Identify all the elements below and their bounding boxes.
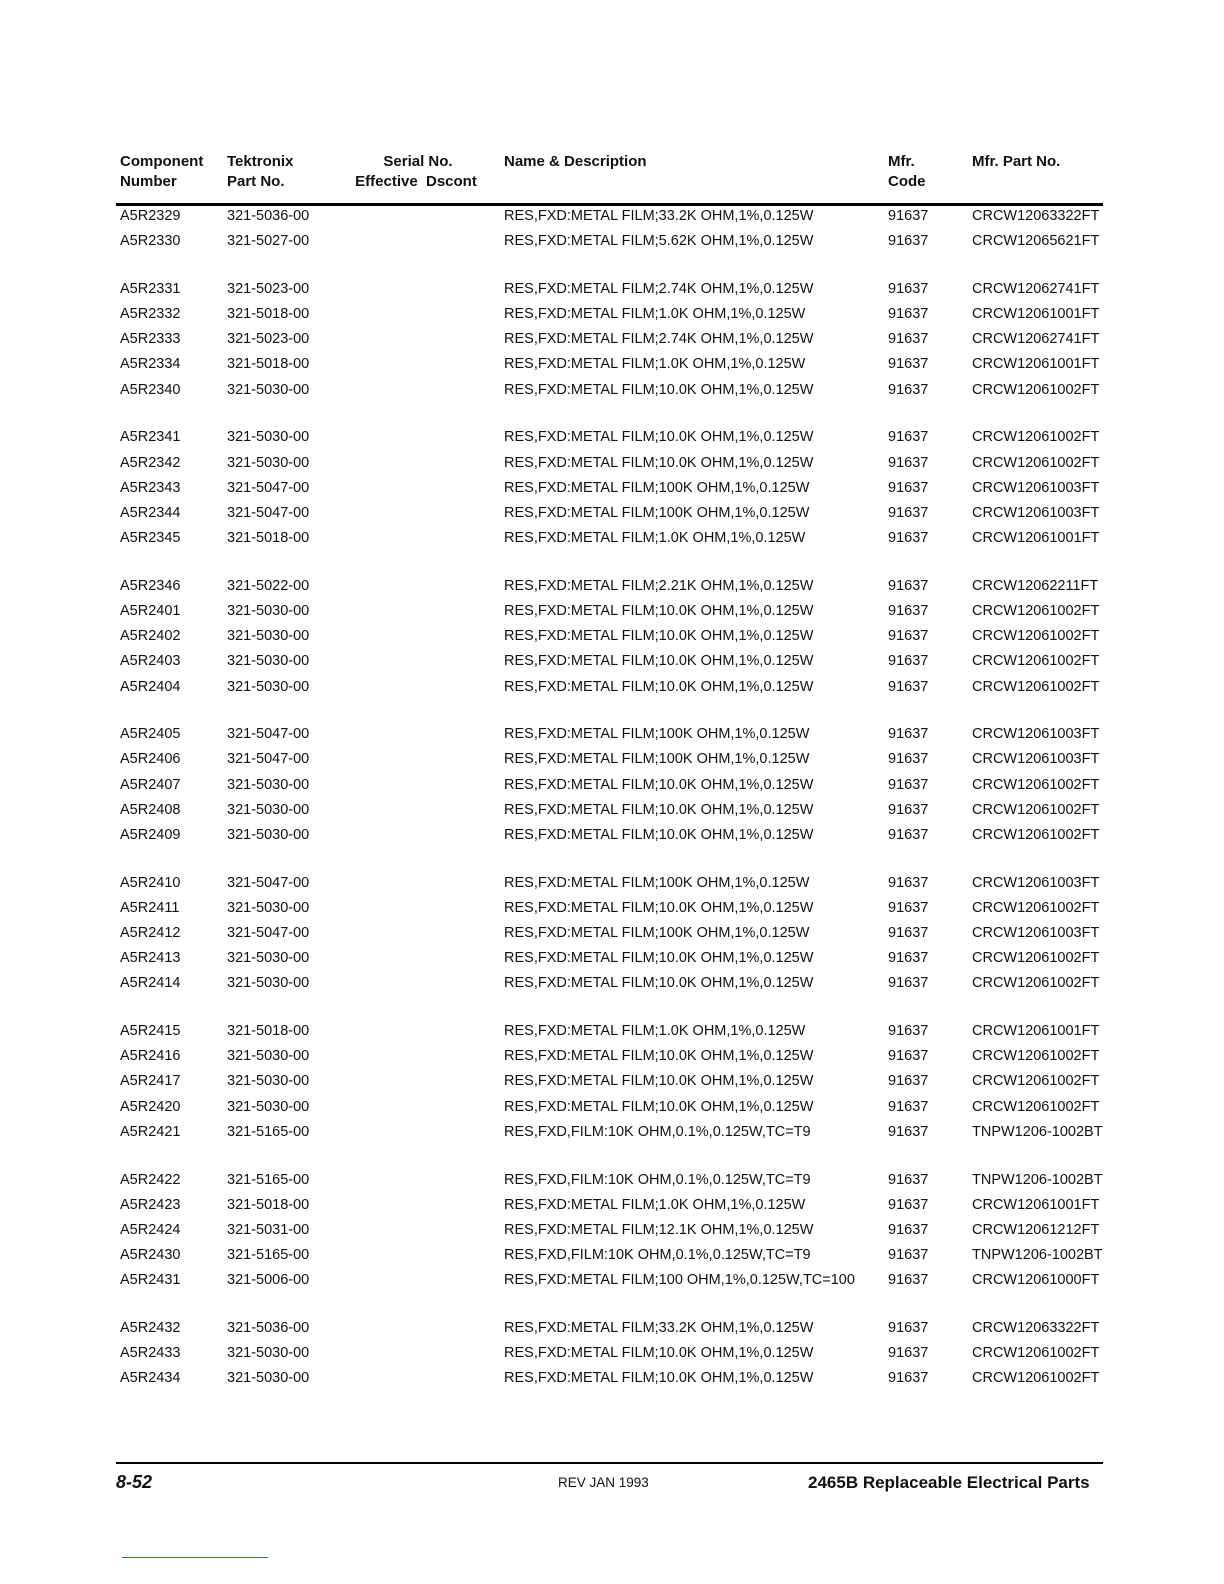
cell-component-number: A5R2330 — [120, 233, 181, 250]
table-row — [0, 204, 1224, 229]
cell-component-number: A5R2431 — [120, 1272, 181, 1289]
table-row — [0, 501, 1224, 526]
cell-component-number: A5R2408 — [120, 801, 181, 818]
cell-mfr-code: 91637 — [888, 1272, 929, 1289]
cell-component-number: A5R2410 — [120, 874, 181, 891]
cell-tektronix-part-no: 321-5030-00 — [227, 1073, 310, 1090]
cell-mfr-code: 91637 — [888, 356, 929, 373]
table-row — [0, 1168, 1224, 1193]
cell-name-description: RES,FXD:METAL FILM;10.0K OHM,1%,0.125W — [504, 950, 814, 967]
table-row — [0, 1316, 1224, 1341]
cell-tektronix-part-no: 321-5030-00 — [227, 653, 310, 670]
cell-tektronix-part-no: 321-5030-00 — [227, 776, 310, 793]
cell-mfr-code: 91637 — [888, 678, 929, 695]
cell-mfr-code: 91637 — [888, 1247, 929, 1264]
cell-mfr-code: 91637 — [888, 726, 929, 743]
header-serial-no — [350, 152, 482, 192]
header-name-line1: Name & Description — [504, 153, 647, 170]
cell-mfr-part-no: CRCW12061000FT — [972, 1272, 1100, 1289]
cell-tektronix-part-no: 321-5030-00 — [227, 826, 310, 843]
cell-component-number: A5R2401 — [120, 602, 181, 619]
row-group — [0, 1316, 1224, 1392]
cell-name-description: RES,FXD:METAL FILM;10.0K OHM,1%,0.125W — [504, 429, 814, 446]
cell-name-description: RES,FXD:METAL FILM;10.0K OHM,1%,0.125W — [504, 1048, 814, 1065]
header-tektronix-line2: Part No. — [227, 173, 285, 190]
cell-tektronix-part-no: 321-5030-00 — [227, 950, 310, 967]
table-row — [0, 823, 1224, 848]
cell-component-number: A5R2422 — [120, 1171, 181, 1188]
table-row — [0, 1218, 1224, 1243]
cell-mfr-code: 91637 — [888, 776, 929, 793]
cell-mfr-code: 91637 — [888, 1023, 929, 1040]
cell-tektronix-part-no: 321-5018-00 — [227, 306, 310, 323]
cell-tektronix-part-no: 321-5030-00 — [227, 1048, 310, 1065]
header-mfr-code — [888, 152, 926, 192]
cell-mfr-part-no: CRCW12061002FT — [972, 602, 1100, 619]
cell-tektronix-part-no: 321-5022-00 — [227, 577, 310, 594]
cell-mfr-part-no: CRCW12061002FT — [972, 801, 1100, 818]
cell-component-number: A5R2341 — [120, 429, 181, 446]
cell-mfr-code: 91637 — [888, 454, 929, 471]
cell-tektronix-part-no: 321-5165-00 — [227, 1247, 310, 1264]
row-group — [0, 1019, 1224, 1145]
header-serial-line2: Effective Dscont — [355, 173, 477, 190]
cell-component-number: A5R2405 — [120, 726, 181, 743]
cell-name-description: RES,FXD:METAL FILM;100K OHM,1%,0.125W — [504, 925, 810, 941]
row-group — [0, 1168, 1224, 1294]
parts-table-body — [0, 204, 1224, 1414]
header-name-description — [504, 152, 647, 172]
cell-tektronix-part-no: 321-5036-00 — [227, 1319, 310, 1336]
cell-name-description: RES,FXD:METAL FILM;5.62K OHM,1%,0.125W — [504, 233, 814, 250]
cell-mfr-part-no: CRCW12061002FT — [972, 1345, 1100, 1362]
row-group — [0, 574, 1224, 700]
cell-component-number: A5R2417 — [120, 1073, 181, 1090]
cell-tektronix-part-no: 321-5031-00 — [227, 1221, 310, 1238]
cell-name-description: RES,FXD:METAL FILM;1.0K OHM,1%,0.125W — [504, 1023, 806, 1040]
cell-name-description: RES,FXD:METAL FILM;10.0K OHM,1%,0.125W — [504, 801, 814, 818]
footer-page-number: 8-52 — [116, 1472, 153, 1492]
header-mfr-code-line2: Code — [888, 173, 926, 190]
table-row — [0, 1268, 1224, 1293]
cell-name-description: RES,FXD,FILM:10K OHM,0.1%,0.125W,TC=T9 — [504, 1123, 811, 1140]
cell-component-number: A5R2432 — [120, 1319, 181, 1336]
cell-tektronix-part-no: 321-5018-00 — [227, 530, 310, 547]
cell-component-number: A5R2344 — [120, 504, 181, 521]
cell-mfr-code: 91637 — [888, 1345, 929, 1362]
cell-mfr-code: 91637 — [888, 530, 929, 547]
table-row — [0, 1243, 1224, 1268]
cell-name-description: RES,FXD:METAL FILM;10.0K OHM,1%,0.125W — [504, 381, 814, 398]
table-row — [0, 649, 1224, 674]
cell-component-number: A5R2416 — [120, 1048, 181, 1065]
cell-mfr-part-no: CRCW12061002FT — [972, 899, 1100, 916]
cell-component-number: A5R2406 — [120, 751, 181, 768]
cell-mfr-code: 91637 — [888, 1370, 929, 1387]
table-row — [0, 722, 1224, 747]
cell-mfr-part-no: CRCW12061212FT — [972, 1221, 1100, 1238]
table-row — [0, 1341, 1224, 1366]
table-row — [0, 1069, 1224, 1094]
cell-mfr-part-no: TNPW1206-1002BT — [972, 1171, 1103, 1188]
cell-component-number: A5R2413 — [120, 950, 181, 967]
cell-name-description: RES,FXD:METAL FILM;100K OHM,1%,0.125W — [504, 479, 810, 496]
cell-name-description: RES,FXD:METAL FILM;2.21K OHM,1%,0.125W — [504, 577, 814, 594]
cell-component-number: A5R2423 — [120, 1196, 181, 1213]
cell-component-number: A5R2420 — [120, 1098, 181, 1115]
cell-component-number: A5R2329 — [120, 208, 181, 224]
cell-component-number: A5R2334 — [120, 356, 181, 373]
table-row — [0, 451, 1224, 476]
cell-component-number: A5R2403 — [120, 653, 181, 670]
table-row — [0, 773, 1224, 798]
cell-tektronix-part-no: 321-5047-00 — [227, 751, 310, 768]
cell-tektronix-part-no: 321-5030-00 — [227, 381, 310, 398]
row-group — [0, 204, 1224, 254]
cell-mfr-part-no: CRCW12065621FT — [972, 233, 1100, 250]
cell-tektronix-part-no: 321-5023-00 — [227, 280, 310, 297]
table-row — [0, 277, 1224, 302]
table-row — [0, 352, 1224, 377]
cell-name-description: RES,FXD:METAL FILM;10.0K OHM,1%,0.125W — [504, 975, 814, 992]
cell-component-number: A5R2345 — [120, 530, 181, 547]
cell-mfr-part-no: CRCW12063322FT — [972, 208, 1100, 224]
cell-mfr-code: 91637 — [888, 233, 929, 250]
cell-mfr-code: 91637 — [888, 306, 929, 323]
row-group — [0, 425, 1224, 551]
table-row — [0, 302, 1224, 327]
header-component-number — [120, 152, 203, 192]
cell-name-description: RES,FXD:METAL FILM;2.74K OHM,1%,0.125W — [504, 331, 814, 348]
cell-mfr-part-no: CRCW12062211FT — [972, 577, 1099, 594]
cell-component-number: A5R2433 — [120, 1345, 181, 1362]
cell-tektronix-part-no: 321-5006-00 — [227, 1272, 310, 1289]
table-row — [0, 599, 1224, 624]
cell-mfr-part-no: CRCW12061002FT — [972, 678, 1100, 695]
cell-mfr-code: 91637 — [888, 801, 929, 818]
cell-component-number: A5R2333 — [120, 331, 181, 348]
cell-component-number: A5R2407 — [120, 776, 181, 793]
cell-mfr-part-no: CRCW12061001FT — [972, 1023, 1100, 1040]
cell-mfr-part-no: CRCW12061002FT — [972, 628, 1100, 645]
cell-name-description: RES,FXD:METAL FILM;10.0K OHM,1%,0.125W — [504, 454, 814, 471]
table-row — [0, 1193, 1224, 1218]
cell-mfr-code: 91637 — [888, 975, 929, 992]
cell-mfr-code: 91637 — [888, 628, 929, 645]
cell-mfr-code: 91637 — [888, 1319, 929, 1336]
table-row — [0, 1019, 1224, 1044]
cell-tektronix-part-no: 321-5030-00 — [227, 1370, 310, 1387]
cell-component-number: A5R2346 — [120, 577, 181, 594]
cell-mfr-part-no: CRCW12061003FT — [972, 874, 1100, 891]
cell-name-description: RES,FXD:METAL FILM;1.0K OHM,1%,0.125W — [504, 1196, 806, 1213]
cell-component-number: A5R2424 — [120, 1221, 181, 1238]
table-row — [0, 624, 1224, 649]
cell-mfr-part-no: CRCW12061002FT — [972, 381, 1100, 398]
header-component-line1: Component — [120, 153, 204, 170]
cell-name-description: RES,FXD:METAL FILM;33.2K OHM,1%,0.125W — [504, 208, 814, 224]
header-tektronix-part-no — [227, 152, 293, 192]
header-component-line2: Number — [120, 173, 177, 190]
cell-name-description: RES,FXD:METAL FILM;10.0K OHM,1%,0.125W — [504, 826, 814, 843]
header-mfr-part-no — [972, 152, 1060, 172]
cell-name-description: RES,FXD:METAL FILM;100K OHM,1%,0.125W — [504, 751, 810, 768]
cell-name-description: RES,FXD:METAL FILM;12.1K OHM,1%,0.125W — [504, 1221, 814, 1238]
cell-component-number: A5R2421 — [120, 1123, 181, 1140]
cell-name-description: RES,FXD:METAL FILM;100 OHM,1%,0.125W,TC=100 — [504, 1272, 855, 1289]
footer-revision: REV JAN 1993 — [558, 1475, 649, 1490]
cell-mfr-part-no: CRCW12061003FT — [972, 751, 1100, 768]
cell-name-description: RES,FXD:METAL FILM;10.0K OHM,1%,0.125W — [504, 776, 814, 793]
cell-tektronix-part-no: 321-5030-00 — [227, 1345, 310, 1362]
table-row — [0, 229, 1224, 254]
header-mfr-code-line1: Mfr. — [888, 153, 915, 170]
cell-mfr-code: 91637 — [888, 653, 929, 670]
cell-mfr-part-no: CRCW12062741FT — [972, 280, 1100, 297]
table-row — [0, 327, 1224, 352]
cell-name-description: RES,FXD:METAL FILM;10.0K OHM,1%,0.125W — [504, 1073, 814, 1090]
cell-mfr-part-no: CRCW12061002FT — [972, 429, 1100, 446]
row-group — [0, 722, 1224, 848]
table-row — [0, 425, 1224, 450]
footer-title: 2465B Replaceable Electrical Parts — [808, 1473, 1090, 1492]
cell-component-number: A5R2331 — [120, 280, 181, 297]
cell-mfr-part-no: TNPW1206-1002BT — [972, 1247, 1103, 1264]
table-row — [0, 476, 1224, 501]
cell-component-number: A5R2411 — [120, 899, 180, 916]
cell-name-description: RES,FXD:METAL FILM;10.0K OHM,1%,0.125W — [504, 1098, 814, 1115]
cell-tektronix-part-no: 321-5030-00 — [227, 454, 310, 471]
cell-mfr-part-no: CRCW12061002FT — [972, 454, 1100, 471]
cell-mfr-code: 91637 — [888, 874, 929, 891]
cell-mfr-part-no: CRCW12061002FT — [972, 653, 1100, 670]
cell-mfr-part-no: CRCW12061003FT — [972, 925, 1100, 941]
table-row — [0, 574, 1224, 599]
cell-tektronix-part-no: 321-5027-00 — [227, 233, 310, 250]
table-row — [0, 921, 1224, 946]
row-group — [0, 871, 1224, 997]
cell-mfr-code: 91637 — [888, 208, 929, 224]
cell-component-number: A5R2409 — [120, 826, 181, 843]
cell-tektronix-part-no: 321-5047-00 — [227, 874, 310, 891]
cell-mfr-code: 91637 — [888, 1098, 929, 1115]
cell-mfr-code: 91637 — [888, 1123, 929, 1140]
cell-component-number: A5R2343 — [120, 479, 181, 496]
cell-tektronix-part-no: 321-5047-00 — [227, 504, 310, 521]
cell-mfr-part-no: CRCW12061001FT — [972, 530, 1100, 547]
cell-mfr-code: 91637 — [888, 381, 929, 398]
cell-mfr-code: 91637 — [888, 1171, 929, 1188]
footer-link-underline — [122, 1557, 268, 1558]
cell-tektronix-part-no: 321-5030-00 — [227, 429, 310, 446]
cell-mfr-code: 91637 — [888, 479, 929, 496]
cell-mfr-code: 91637 — [888, 577, 929, 594]
table-row — [0, 871, 1224, 896]
cell-name-description: RES,FXD,FILM:10K OHM,0.1%,0.125W,TC=T9 — [504, 1171, 811, 1188]
cell-mfr-code: 91637 — [888, 1048, 929, 1065]
cell-mfr-code: 91637 — [888, 1221, 929, 1238]
cell-name-description: RES,FXD:METAL FILM;100K OHM,1%,0.125W — [504, 726, 810, 743]
cell-mfr-part-no: TNPW1206-1002BT — [972, 1123, 1103, 1140]
cell-mfr-part-no: CRCW12061003FT — [972, 504, 1100, 521]
cell-mfr-part-no: CRCW12063322FT — [972, 1319, 1100, 1336]
cell-name-description: RES,FXD:METAL FILM;1.0K OHM,1%,0.125W — [504, 306, 806, 323]
table-row — [0, 971, 1224, 996]
cell-name-description: RES,FXD,FILM:10K OHM,0.1%,0.125W,TC=T9 — [504, 1247, 811, 1264]
cell-mfr-code: 91637 — [888, 1073, 929, 1090]
cell-component-number: A5R2332 — [120, 306, 181, 323]
cell-name-description: RES,FXD:METAL FILM;2.74K OHM,1%,0.125W — [504, 280, 814, 297]
cell-tektronix-part-no: 321-5018-00 — [227, 1196, 310, 1213]
cell-mfr-code: 91637 — [888, 429, 929, 446]
table-row — [0, 1120, 1224, 1145]
cell-tektronix-part-no: 321-5047-00 — [227, 726, 310, 743]
table-row — [0, 1044, 1224, 1069]
cell-component-number: A5R2340 — [120, 381, 181, 398]
cell-mfr-part-no: CRCW12061001FT — [972, 356, 1100, 373]
cell-mfr-code: 91637 — [888, 1196, 929, 1213]
cell-component-number: A5R2404 — [120, 678, 181, 695]
cell-tektronix-part-no: 321-5030-00 — [227, 801, 310, 818]
cell-mfr-code: 91637 — [888, 280, 929, 297]
cell-mfr-part-no: CRCW12061003FT — [972, 726, 1100, 743]
cell-tektronix-part-no: 321-5030-00 — [227, 1098, 310, 1115]
cell-mfr-part-no: CRCW12061002FT — [972, 950, 1100, 967]
cell-mfr-code: 91637 — [888, 331, 929, 348]
cell-mfr-part-no: CRCW12061001FT — [972, 306, 1100, 323]
cell-mfr-part-no: CRCW12061002FT — [972, 1370, 1100, 1387]
cell-tektronix-part-no: 321-5030-00 — [227, 975, 310, 992]
cell-tektronix-part-no: 321-5047-00 — [227, 925, 310, 941]
cell-tektronix-part-no: 321-5018-00 — [227, 1023, 310, 1040]
cell-tektronix-part-no: 321-5018-00 — [227, 356, 310, 373]
cell-component-number: A5R2342 — [120, 454, 181, 471]
cell-name-description: RES,FXD:METAL FILM;33.2K OHM,1%,0.125W — [504, 1319, 814, 1336]
cell-component-number: A5R2415 — [120, 1023, 181, 1040]
cell-mfr-code: 91637 — [888, 950, 929, 967]
cell-mfr-code: 91637 — [888, 826, 929, 843]
cell-mfr-part-no: CRCW12061002FT — [972, 1073, 1100, 1090]
table-row — [0, 1366, 1224, 1391]
header-serial-line1: Serial No. — [383, 153, 453, 170]
header-mfr-part-line1: Mfr. Part No. — [972, 153, 1061, 170]
cell-tektronix-part-no: 321-5030-00 — [227, 899, 310, 916]
cell-component-number: A5R2430 — [120, 1247, 181, 1264]
cell-name-description: RES,FXD:METAL FILM;10.0K OHM,1%,0.125W — [504, 653, 814, 670]
cell-mfr-part-no: CRCW12061002FT — [972, 826, 1100, 843]
table-row — [0, 378, 1224, 403]
cell-name-description: RES,FXD:METAL FILM;10.0K OHM,1%,0.125W — [504, 1345, 814, 1362]
cell-mfr-part-no: CRCW12061001FT — [972, 1196, 1100, 1213]
table-row — [0, 798, 1224, 823]
cell-mfr-code: 91637 — [888, 899, 929, 916]
cell-tektronix-part-no: 321-5165-00 — [227, 1171, 310, 1188]
cell-mfr-part-no: CRCW12061002FT — [972, 1048, 1100, 1065]
cell-mfr-part-no: CRCW12061002FT — [972, 1098, 1100, 1115]
cell-name-description: RES,FXD:METAL FILM;100K OHM,1%,0.125W — [504, 874, 810, 891]
cell-name-description: RES,FXD:METAL FILM;100K OHM,1%,0.125W — [504, 504, 810, 521]
table-row — [0, 747, 1224, 772]
cell-tektronix-part-no: 321-5023-00 — [227, 331, 310, 348]
cell-component-number: A5R2412 — [120, 925, 181, 941]
cell-mfr-part-no: CRCW12061002FT — [972, 975, 1100, 992]
cell-mfr-code: 91637 — [888, 504, 929, 521]
cell-mfr-part-no: CRCW12061002FT — [972, 776, 1100, 793]
cell-component-number: A5R2414 — [120, 975, 181, 992]
cell-name-description: RES,FXD:METAL FILM;10.0K OHM,1%,0.125W — [504, 1370, 814, 1387]
cell-tektronix-part-no: 321-5030-00 — [227, 602, 310, 619]
footer-divider — [116, 1462, 1103, 1464]
cell-mfr-part-no: CRCW12061003FT — [972, 479, 1100, 496]
cell-tektronix-part-no: 321-5047-00 — [227, 479, 310, 496]
header-tektronix-line1: Tektronix — [227, 153, 294, 170]
cell-mfr-code: 91637 — [888, 925, 929, 941]
cell-mfr-code: 91637 — [888, 602, 929, 619]
cell-tektronix-part-no: 321-5036-00 — [227, 208, 310, 224]
table-row — [0, 675, 1224, 700]
cell-name-description: RES,FXD:METAL FILM;1.0K OHM,1%,0.125W — [504, 356, 806, 373]
table-row — [0, 1095, 1224, 1120]
row-group — [0, 277, 1224, 403]
cell-component-number: A5R2402 — [120, 628, 181, 645]
cell-name-description: RES,FXD:METAL FILM;10.0K OHM,1%,0.125W — [504, 899, 814, 916]
cell-name-description: RES,FXD:METAL FILM;10.0K OHM,1%,0.125W — [504, 678, 814, 695]
cell-name-description: RES,FXD:METAL FILM;10.0K OHM,1%,0.125W — [504, 628, 814, 645]
cell-tektronix-part-no: 321-5030-00 — [227, 678, 310, 695]
table-row — [0, 896, 1224, 921]
cell-name-description: RES,FXD:METAL FILM;1.0K OHM,1%,0.125W — [504, 530, 806, 547]
table-row — [0, 526, 1224, 551]
cell-component-number: A5R2434 — [120, 1370, 181, 1387]
cell-tektronix-part-no: 321-5030-00 — [227, 628, 310, 645]
cell-name-description: RES,FXD:METAL FILM;10.0K OHM,1%,0.125W — [504, 602, 814, 619]
table-row — [0, 946, 1224, 971]
cell-mfr-part-no: CRCW12062741FT — [972, 331, 1100, 348]
cell-tektronix-part-no: 321-5165-00 — [227, 1123, 310, 1140]
cell-mfr-code: 91637 — [888, 751, 929, 768]
